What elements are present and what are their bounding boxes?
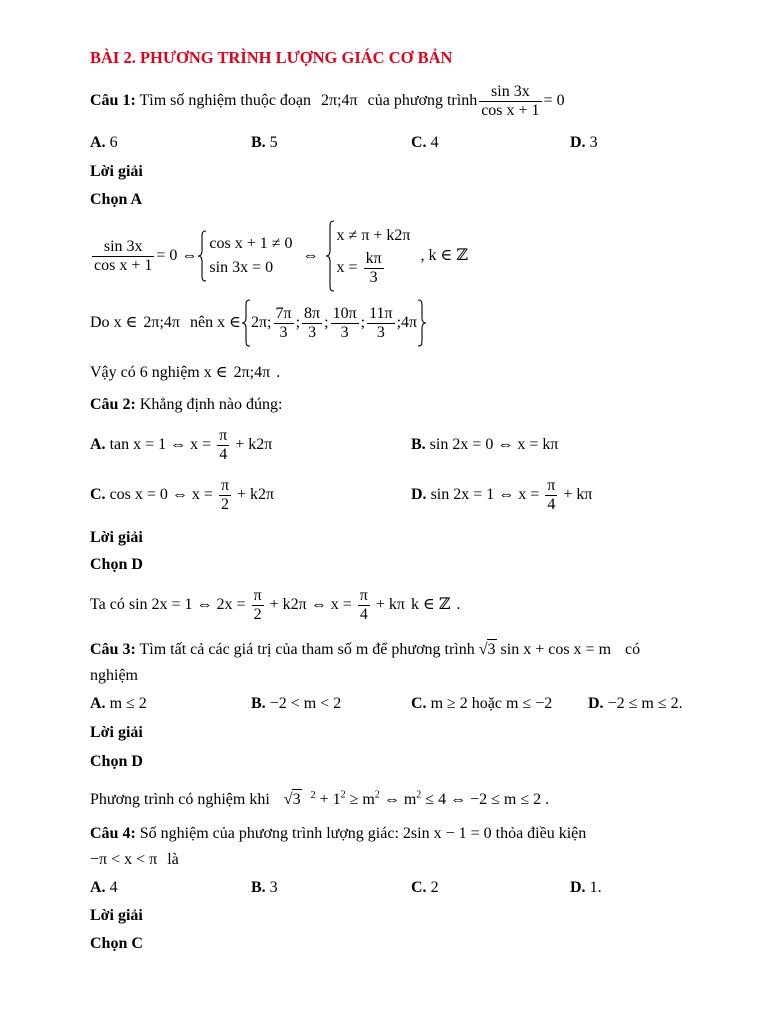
option-letter: B. xyxy=(251,879,266,896)
denominator: 4 xyxy=(219,445,228,463)
fraction xyxy=(274,305,294,342)
system-line xyxy=(337,248,411,288)
fraction xyxy=(479,83,541,120)
option-b xyxy=(251,694,341,714)
option-a xyxy=(90,878,118,898)
math-text: sin x + cos x = m xyxy=(500,641,612,658)
equation-rhs: = 0 xyxy=(543,92,565,109)
equation-text: x = xyxy=(336,259,358,277)
text: nên xyxy=(190,314,214,331)
option-c xyxy=(411,878,439,898)
option-d xyxy=(570,133,598,153)
option-letter: C. xyxy=(90,486,106,503)
set-element: 2π; xyxy=(250,314,272,331)
equation-text: = 0 ⇔ xyxy=(156,247,198,264)
option-equation: + k2π xyxy=(235,436,273,453)
numerator: kπ xyxy=(365,250,382,268)
option-d xyxy=(588,694,683,714)
option-letter: C. xyxy=(411,879,427,896)
solution-heading: Lời giải xyxy=(90,724,143,741)
option-a xyxy=(90,425,272,465)
option-value: −2 < m < 2 xyxy=(269,695,342,712)
option-letter: B. xyxy=(411,436,426,453)
option-c xyxy=(411,694,552,714)
options-row xyxy=(0,425,768,465)
question-text: Tìm số nghiệm thuộc đoạn xyxy=(139,92,312,109)
exponent: 2 xyxy=(340,789,346,801)
radicand: 3 xyxy=(487,641,496,658)
system-line: sin 3x = 0 xyxy=(209,259,274,277)
radical-sign: √ xyxy=(478,641,488,658)
option-letter: A. xyxy=(90,134,106,151)
option-c xyxy=(411,133,439,153)
question-3 xyxy=(90,638,640,662)
answer-choice: Chọn C xyxy=(90,935,143,952)
option-value: −2 ≤ m ≤ 2. xyxy=(607,695,683,712)
question-label: Câu 2: xyxy=(90,396,136,413)
period: . xyxy=(456,596,461,613)
option-letter: D. xyxy=(588,695,604,712)
fraction xyxy=(358,587,370,624)
option-value: 3 xyxy=(589,134,598,151)
option-letter: C. xyxy=(411,695,427,712)
option-letter: A. xyxy=(90,436,106,453)
math-text: ≥ m xyxy=(349,791,375,808)
option-equation: sin 2x = 0 ⇔ x = kπ xyxy=(429,436,559,453)
options-row xyxy=(0,133,768,153)
question-text-continued: nghiệm xyxy=(90,667,138,684)
option-word: hoặc xyxy=(471,695,502,712)
separator: ; xyxy=(295,314,301,331)
option-value: 4 xyxy=(430,134,439,151)
question-text: là xyxy=(167,851,179,868)
question-2 xyxy=(90,395,282,415)
interval: 2π;4π xyxy=(321,92,358,109)
answer-choice: Chọn D xyxy=(90,556,143,573)
section-title: BÀI 2. PHƯƠNG TRÌNH LƯỢNG GIÁC CƠ BẢN xyxy=(90,48,453,67)
denominator: 3 xyxy=(376,323,385,341)
equation-system-2 xyxy=(337,224,411,288)
denominator: 3 xyxy=(369,269,378,287)
denominator: 2 xyxy=(220,495,229,513)
question-label: Câu 4: xyxy=(90,825,136,842)
fraction xyxy=(364,250,384,287)
denominator: 2 xyxy=(253,605,262,623)
radical-sign: √ xyxy=(283,791,293,808)
math-text: ⇔ m xyxy=(383,791,417,808)
option-value: 5 xyxy=(269,134,278,151)
option-equation: cos x = 0 ⇔ x = xyxy=(109,486,213,503)
left-brace xyxy=(325,220,335,292)
question-text: Khẳng định nào đúng: xyxy=(139,396,283,413)
question-text: của phương trình xyxy=(367,92,478,109)
numerator: π xyxy=(220,476,230,494)
solution-step-2 xyxy=(90,298,427,348)
option-b xyxy=(251,133,278,153)
conclusion xyxy=(90,363,280,383)
option-letter: D. xyxy=(411,486,427,503)
fraction xyxy=(217,427,229,464)
denominator: 3 xyxy=(279,323,288,341)
numerator: 11π xyxy=(369,304,393,322)
option-equation: sin 2x = 1 ⇔ x = xyxy=(430,486,540,503)
interval: 2π;4π xyxy=(143,314,181,331)
system-line: cos x + 1 ≠ 0 xyxy=(209,235,293,253)
math-text: + k2π ⇔ x = xyxy=(269,596,352,613)
question-label: Câu 1: xyxy=(90,92,136,109)
answer-choice: Chọn D xyxy=(90,753,143,770)
numerator: π xyxy=(219,426,228,444)
option-value: m ≥ 2 xyxy=(430,695,468,712)
radicand: 3 xyxy=(292,791,301,808)
option-letter: D. xyxy=(570,134,586,151)
equation-system-1 xyxy=(209,232,292,280)
option-equation: tan x = 1 ⇔ x = xyxy=(109,436,212,453)
numerator: π xyxy=(253,586,262,604)
math-text: sin 2x = 1 ⇔ 2x = xyxy=(128,596,246,613)
options-row xyxy=(0,694,768,714)
solution-text xyxy=(90,585,461,625)
text: Phương trình có nghiệm khi xyxy=(90,791,270,808)
question-1 xyxy=(90,81,565,121)
question-label: Câu 3: xyxy=(90,641,136,658)
option-letter: D. xyxy=(570,879,586,896)
fraction xyxy=(219,477,231,514)
question-text: có xyxy=(625,641,641,658)
option-letter: C. xyxy=(411,134,427,151)
option-c xyxy=(90,475,274,515)
math-text: ≤ 4 ⇔ −2 ≤ m ≤ 2 xyxy=(425,791,542,808)
denominator: 4 xyxy=(547,495,556,513)
solution-heading: Lời giải xyxy=(90,907,143,924)
exponent: 2 xyxy=(374,789,380,801)
denominator: 3 xyxy=(340,323,349,341)
solution-text xyxy=(90,788,549,812)
exponent: 2 xyxy=(416,789,422,801)
left-brace xyxy=(197,230,207,282)
option-value: 4 xyxy=(109,879,118,896)
option-b xyxy=(251,878,278,898)
fraction xyxy=(367,305,394,342)
options-row xyxy=(0,475,768,515)
option-value: 3 xyxy=(269,879,278,896)
period: . xyxy=(276,364,281,381)
fraction xyxy=(331,305,359,342)
option-a xyxy=(90,133,118,153)
separator: ; xyxy=(396,314,402,331)
options-row xyxy=(0,878,768,898)
numerator: 8π xyxy=(304,304,321,322)
system-line: x ≠ π + k2π xyxy=(336,227,411,245)
numerator: π xyxy=(547,476,556,494)
math-text: x ∈ xyxy=(217,314,241,331)
option-b xyxy=(411,425,558,465)
option-d xyxy=(411,475,592,515)
math-text: + 1 xyxy=(319,791,341,808)
numerator: sin 3x xyxy=(479,83,541,102)
math-text: −π < x < π xyxy=(90,851,158,868)
right-brace xyxy=(417,299,427,347)
numerator: 7π xyxy=(275,304,292,322)
square-root xyxy=(284,791,302,808)
question-text: Tìm tất cả các giá trị của tham số m để phương trình xyxy=(139,641,475,658)
solution-step-1 xyxy=(90,218,468,294)
option-equation: + k2π xyxy=(237,486,275,503)
fraction xyxy=(302,305,322,342)
math-text: x ∈ xyxy=(113,314,138,331)
question-text: thỏa điều kiện xyxy=(495,825,587,842)
denominator: cos x + 1 xyxy=(481,101,540,119)
math-text: + kπ xyxy=(375,596,405,613)
option-letter: A. xyxy=(90,879,106,896)
exponent: 2 xyxy=(310,789,316,801)
set-element: 4π xyxy=(401,314,418,331)
option-d xyxy=(570,878,602,898)
separator: ; xyxy=(324,314,329,331)
denominator: cos x + 1 xyxy=(94,256,153,274)
separator: ; xyxy=(360,314,366,331)
fraction xyxy=(252,587,264,624)
numerator: 10π xyxy=(332,304,357,322)
option-value: 1. xyxy=(589,879,602,896)
fraction xyxy=(92,238,154,275)
equation-text: , k ∈ ℤ xyxy=(420,247,469,264)
left-brace xyxy=(241,299,251,347)
option-letter: B. xyxy=(251,695,266,712)
question-text: Số nghiệm của phương trình lượng giác: xyxy=(139,825,399,842)
solution-heading: Lời giải xyxy=(90,529,143,546)
square-root xyxy=(479,641,497,658)
numerator: sin 3x xyxy=(92,238,154,257)
option-value: 2 xyxy=(430,879,439,896)
option-a xyxy=(90,694,147,714)
equivalence-symbol: ⇔ xyxy=(302,247,319,264)
question-text-continued xyxy=(90,850,179,870)
math-text: x ∈ xyxy=(203,364,228,381)
option-value: m ≤ 2 xyxy=(109,695,147,712)
solution-heading: Lời giải xyxy=(90,163,143,180)
text: Vậy có 6 nghiệm xyxy=(90,364,200,381)
denominator: 3 xyxy=(308,323,317,341)
math-text: k ∈ ℤ xyxy=(410,596,451,613)
period: . xyxy=(545,791,550,808)
fraction xyxy=(545,477,557,514)
question-4 xyxy=(90,824,586,844)
option-equation: + kπ xyxy=(563,486,593,503)
option-value: m ≤ −2 xyxy=(506,695,553,712)
answer-choice: Chọn A xyxy=(90,191,143,208)
option-value: 6 xyxy=(109,134,118,151)
option-letter: A. xyxy=(90,695,106,712)
math-text: 2sin x − 1 = 0 xyxy=(402,825,492,842)
interval: 2π;4π xyxy=(233,364,271,381)
numerator: π xyxy=(359,586,368,604)
denominator: 4 xyxy=(359,605,368,623)
option-letter: B. xyxy=(251,134,266,151)
text: Ta có xyxy=(90,596,125,613)
text: Do xyxy=(90,314,110,331)
